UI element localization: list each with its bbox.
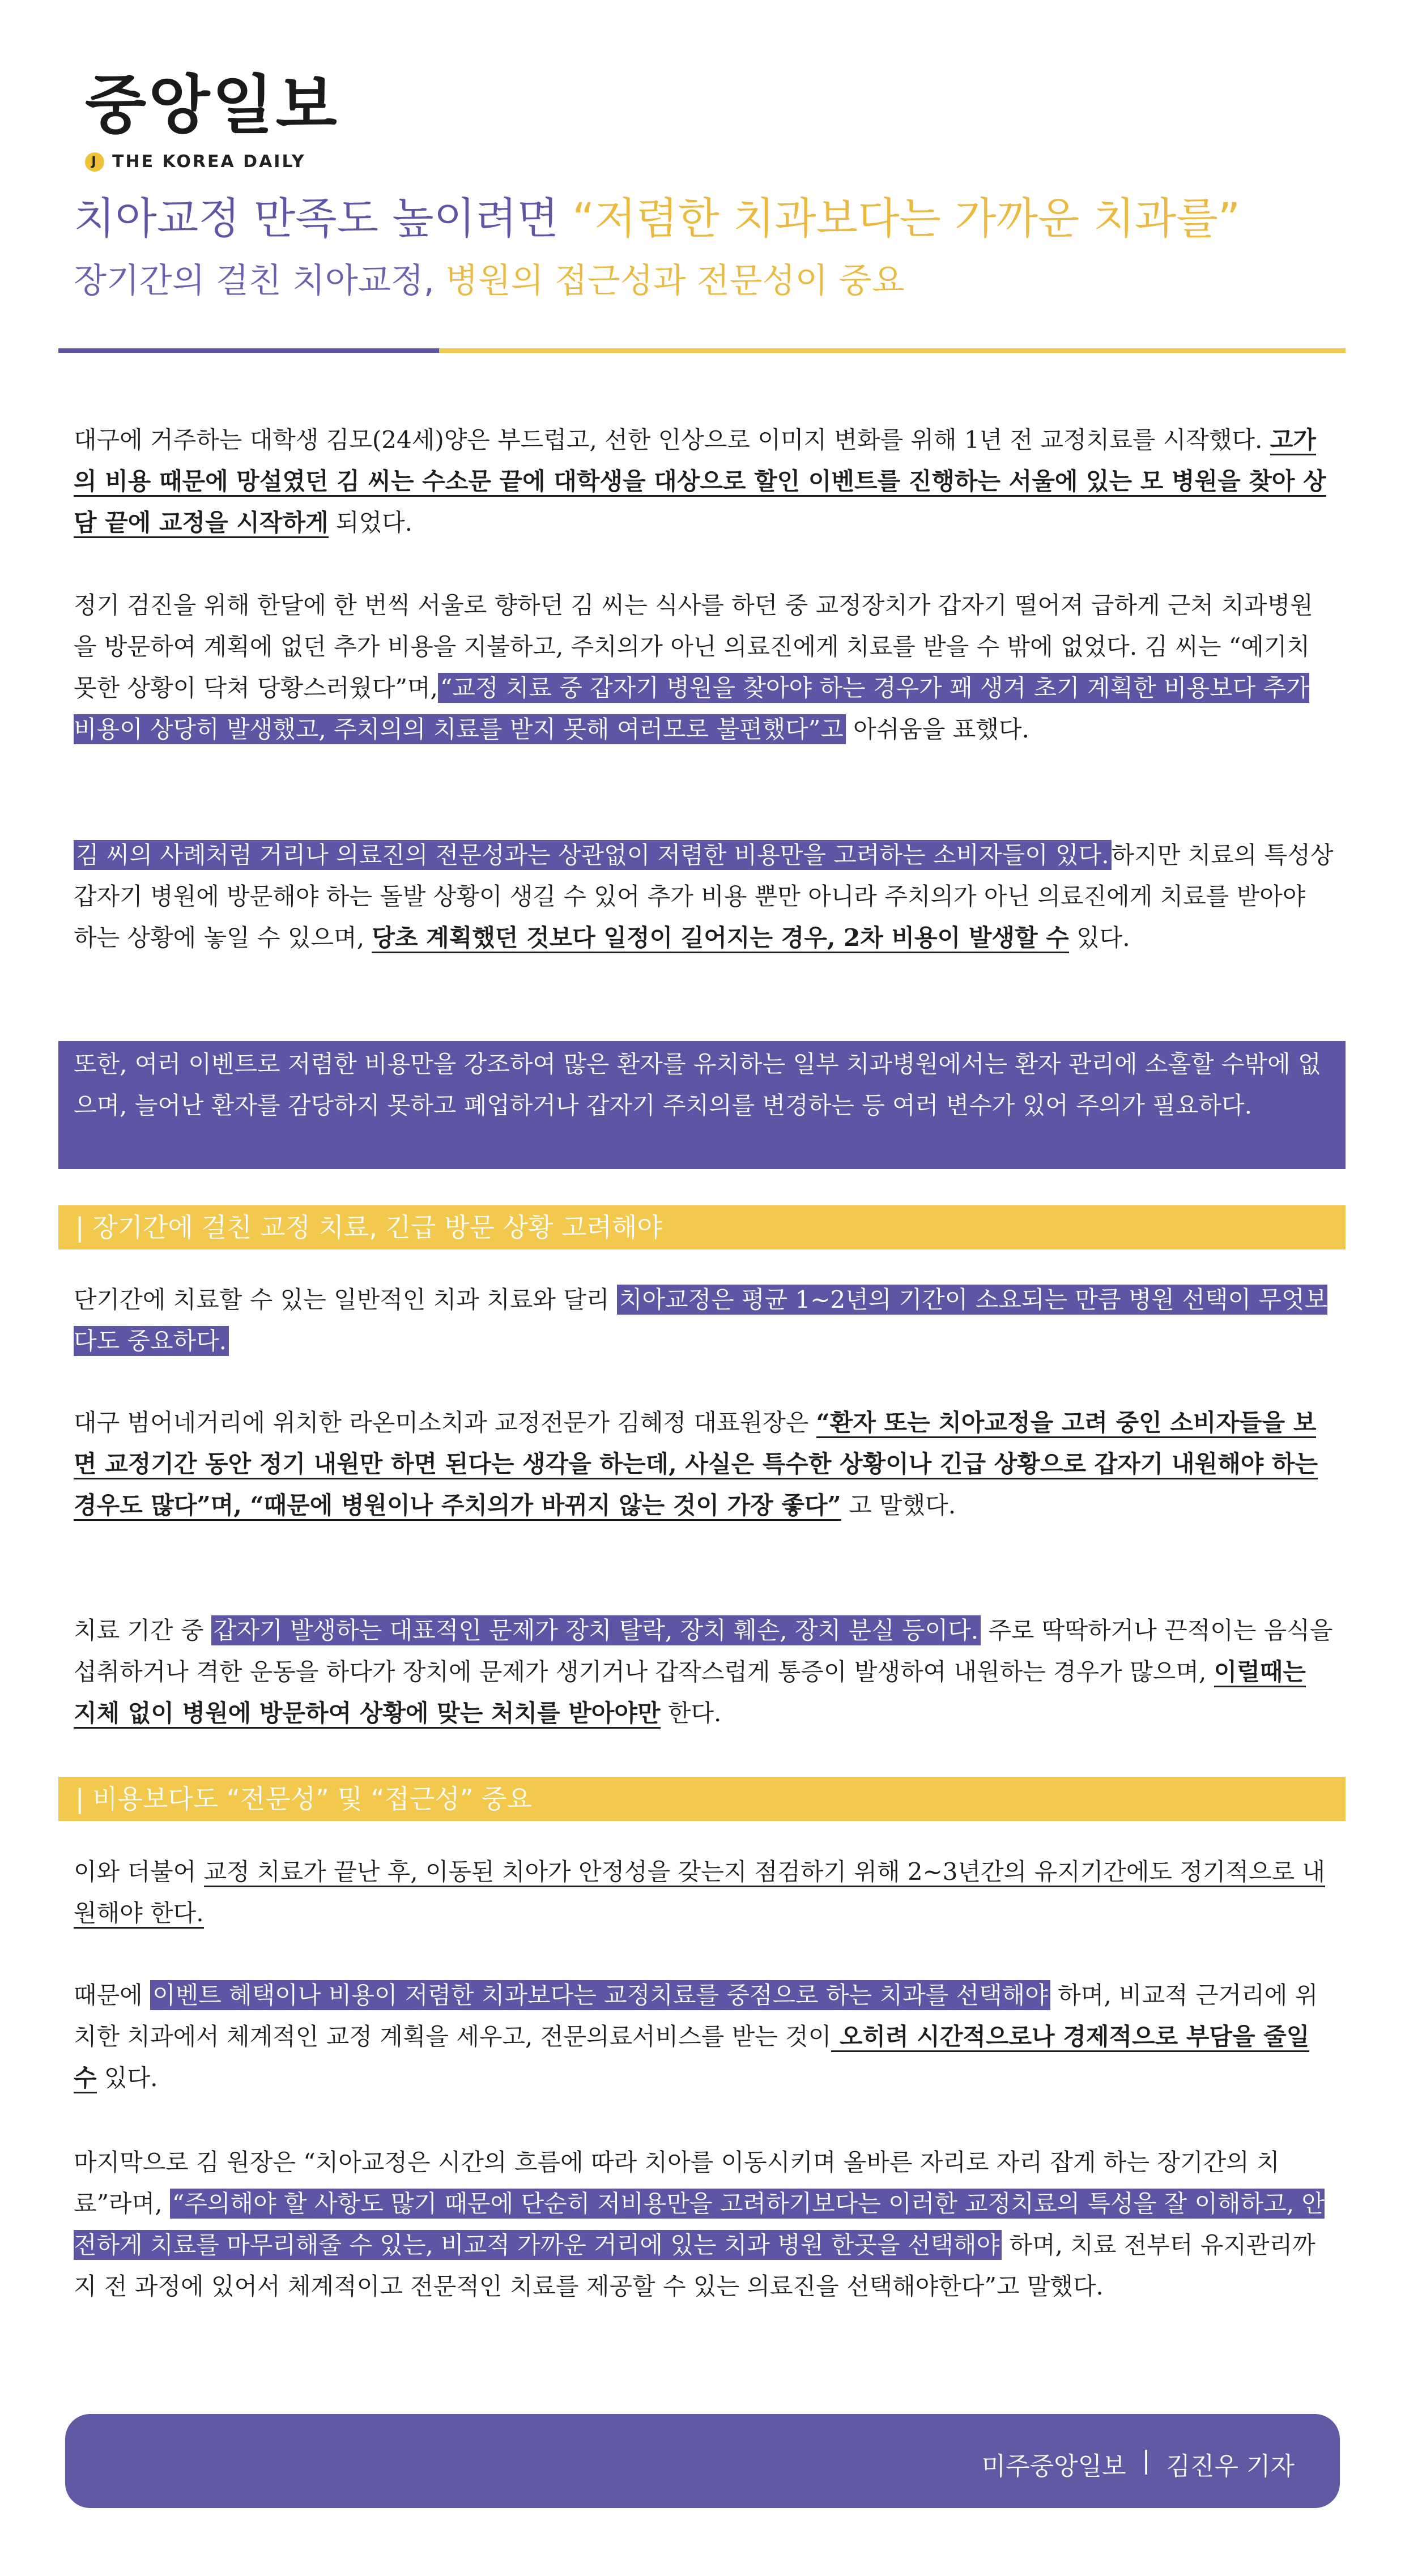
headline: [74, 193, 1240, 244]
subheadline-part1: 장기간의 걸친 치아교정,: [74, 261, 445, 301]
highlight-block: [58, 1041, 1346, 1169]
paragraph-2: [74, 585, 1334, 750]
p5-highlight: 치아교정은 평균 1~2년의 기간이 소요되는 만큼 병원 선택이 무엇보다도 중요하다.: [74, 1286, 1328, 1355]
section-heading-1: | 장기간에 걸친 교정 치료, 긴급 방문 상황 고려해야: [58, 1205, 1346, 1249]
p9-text-3: 있다.: [96, 2064, 158, 2092]
paragraph-9: [74, 1974, 1334, 2099]
title-divider-purple: [58, 348, 439, 353]
p8-text-1: 이와 더불어: [74, 1858, 204, 1886]
newspaper-logo-english: [85, 152, 339, 172]
p9-highlight: 이벤트 혜택이나 비용이 저렴한 치과보다는 교정치료를 중점으로 하는 치과를 선택해야: [150, 1980, 1050, 2010]
p2-text-2: 아쉬움을 표했다.: [845, 715, 1029, 743]
headline-part2: “저렴한 치과보다는 가까운 치과를”: [572, 193, 1241, 244]
footer-source: 미주중앙일보: [981, 2452, 1126, 2481]
subheadline-part2: 병원의 접근성과 전문성이 중요: [445, 261, 905, 301]
p7-text-2: 주로 딱딱하거나 끈적이는 음식을 섭취하거나 격한 운동을 하다가 장치에 문제가 생기거나 갑작스럽게 통증이 발생하여 내원하는 경우가 많으며,: [74, 1617, 1333, 1686]
p7-underlined: 이럴때는 지체 없이 병원에 방문하여 상황에 맞는 처치를 받아야만: [74, 1658, 1306, 1729]
p1-text-2: 되었다.: [328, 509, 413, 536]
paragraph-6: [74, 1402, 1334, 1526]
p4-text: 또한, 여러 이벤트로 저렴한 비용만을 강조하여 많은 환자를 유치하는 일부 치과병원에서는 환자 관리에 소홀할 수밖에 없으며, 늘어난 환자를 감당하지 못하고 폐업하거나 갑자기 주치의를 변경하는 등 여러 변수가 있어 주의가 필요하다.: [74, 1050, 1321, 1119]
p6-text-2: 고 말했다.: [841, 1491, 956, 1519]
logo-mark-icon: J: [85, 152, 104, 172]
paragraph-5: [74, 1279, 1334, 1362]
paragraph-10: [74, 2142, 1334, 2307]
p10-text-2: 하며, 치료 전부터 유지관리까지 전 과정에 있어서 체계적이고 전문적인 치료를 제공할 수 있는 의료진을 선택해야한다”고 말했다.: [74, 2231, 1315, 2300]
title-divider-yellow: [439, 348, 1346, 353]
logo-english-text: THE KOREA DAILY: [112, 152, 306, 172]
p9-underlined: 오히려 시간적으로나 경제적으로 부담을 줄일 수: [74, 2023, 1309, 2093]
p5-text-1: 단기간에 치료할 수 있는 일반적인 치과 치료와 달리: [74, 1286, 617, 1313]
p9-text-2: 하며, 비교적 근거리에 위치한 치과에서 체계적인 교정 계획을 세우고, 전문의료서비스를 받는 것이: [74, 1981, 1318, 2050]
newspaper-logo: 중앙일보: [85, 69, 339, 142]
byline-footer: [65, 2414, 1340, 2508]
p7-text-3: 한다.: [660, 1699, 722, 1727]
p2-text-1: 정기 검진을 위해 한달에 한 번씩 서울로 향하던 김 씨는 식사를 하던 중 교정장치가 갑자기 떨어져 급하게 근처 치과병원을 방문하여 계획에 없던 추가 비용을 지불하고, 주치의가 아닌 의료진에게 치료를 받을 수 밖에 없었다. 김 씨는 “예기치 못한 상황이 닥쳐 당황스러웠다”며,: [74, 591, 1313, 702]
p7-text-1: 치료 기간 중: [74, 1617, 211, 1644]
p3-text-1: 하지만 치료의 특성상 갑자기 병원에 방문해야 하는 돌발 상황이 생길 수 있어 추가 비용 뿐만 아니라 주치의가 아닌 의료진에게 치료를 받아야 하는 상황에 놓일 수 있으며,: [74, 841, 1334, 952]
headline-part1: 치아교정 만족도 높이려면: [74, 193, 573, 244]
p3-underlined: 당초 계획했던 것보다 일정이 길어지는 경우, 2차 비용이 발생할 수: [372, 924, 1068, 953]
paragraph-7: [74, 1610, 1334, 1734]
p2-highlight: “교정 치료 중 갑자기 병원을 찾아야 하는 경우가 꽤 생겨 초기 계획한 비용보다 추가 비용이 상당히 발생했고, 주치의의 치료를 받지 못해 여러모로 불편했다”고: [74, 674, 1309, 743]
p1-text-1: 대구에 거주하는 대학생 김모(24세)양은 부드럽고, 선한 인상으로 이미지 변화를 위해 1년 전 교정치료를 시작했다.: [74, 426, 1270, 454]
p10-text-1: 마지막으로 김 원장은 “치아교정은 시간의 흐름에 따라 치아를 이동시키며 올바른 자리로 자리 잡게 하는 장기간의 치료”라며,: [74, 2148, 1280, 2217]
footer-divider: |: [1142, 2446, 1151, 2475]
p8-underlined: 교정 치료가 끝난 후, 이동된 치아가 안정성을 갖는지 점검하기 위해 2~3년간의 유지기간에도 정기적으로 내원해야 한다.: [74, 1858, 1325, 1929]
footer-reporter: 김진우 기자: [1166, 2452, 1295, 2481]
p7-highlight: 갑자기 발생하는 대표적인 문제가 장치 탈락, 장치 훼손, 장치 분실 등이다.: [211, 1615, 981, 1645]
masthead: [85, 69, 339, 172]
p1-underlined: 고가의 비용 때문에 망설였던 김 씨는 수소문 끝에 대학생을 대상으로 할인 이벤트를 진행하는 서울에 있는 모 병원을 찾아 상담 끝에 교정을 시작하게: [74, 426, 1326, 538]
paragraph-1: [74, 419, 1334, 543]
p9-text-1: 때문에: [74, 1981, 151, 2009]
subheadline: [74, 254, 905, 302]
p10-highlight: “주의해야 할 사항도 많기 때문에 단순히 저비용만을 고려하기보다는 이러한 교정치료의 특성을 잘 이해하고, 안전하게 치료를 마무리해줄 수 있는, 비교적 가까운 거리에 있는 치과 병원 한곳을 선택해야: [74, 2190, 1325, 2259]
p3-text-2: 있다.: [1068, 924, 1130, 952]
p3-highlight: 김 씨의 사례처럼 거리나 의료진의 전문성과는 상관없이 저렴한 비용만을 고려하는 소비자들이 있다.: [74, 840, 1112, 870]
paragraph-8: [74, 1851, 1334, 1934]
p6-text-1: 대구 범어네거리에 위치한 라온미소치과 교정전문가 김혜정 대표원장은: [74, 1409, 816, 1436]
paragraph-3: [74, 834, 1334, 958]
section-heading-2: | 비용보다도 “전문성” 및 “접근성” 중요: [58, 1777, 1346, 1821]
p6-underlined: “환자 또는 치아교정을 고려 중인 소비자들을 보면 교정기간 동안 정기 내원만 하면 된다는 생각을 하는데, 사실은 특수한 상황이나 긴급 상황으로 갑자기 내원해야 하는 경우도 많다”며, “때문에 병원이나 주치의가 바뀌지 않는 것이 가장 좋다”: [74, 1409, 1318, 1521]
